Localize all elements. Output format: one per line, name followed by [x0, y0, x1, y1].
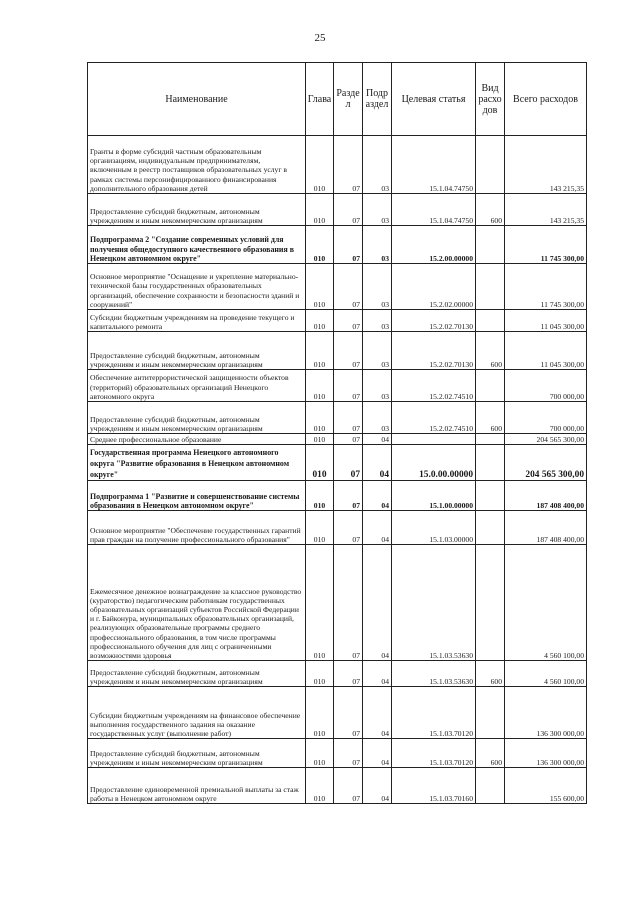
row-expense-type — [476, 370, 505, 402]
row-subsection: 03 — [363, 332, 392, 370]
row-section: 07 — [334, 545, 363, 661]
row-section: 07 — [334, 370, 363, 402]
row-total: 11 045 300,00 — [505, 332, 587, 370]
table-row — [88, 370, 587, 402]
row-chapter: 010 — [306, 739, 334, 768]
table-header-row — [88, 63, 587, 136]
row-total: 4 560 100,00 — [505, 545, 587, 661]
row-section: 07 — [334, 687, 363, 739]
row-article: 15.1.03.70120 — [392, 739, 476, 768]
row-name: Обеспечение антитеррористической защищенности объектов (территорий) образовательных организаций Ненецкого автономного округа — [88, 370, 306, 402]
budget-table — [87, 62, 587, 804]
row-article: 15.1.03.70120 — [392, 687, 476, 739]
row-article: 15.1.04.74750 — [392, 194, 476, 226]
header-total: Всего расходов — [505, 63, 587, 136]
table-row — [88, 310, 587, 332]
table-row — [88, 136, 587, 194]
row-subsection: 03 — [363, 194, 392, 226]
row-section: 07 — [334, 481, 363, 511]
row-name: Предоставление субсидий бюджетным, автономным учреждениям и иным некоммерческим организациям — [88, 661, 306, 687]
table-row — [88, 332, 587, 370]
row-section: 07 — [334, 136, 363, 194]
table-row — [88, 768, 587, 804]
table-row — [88, 511, 587, 545]
header-expense-type: Вид расхо дов — [476, 63, 505, 136]
table-body — [88, 136, 587, 804]
table-row — [88, 402, 587, 434]
row-total: 143 215,35 — [505, 194, 587, 226]
row-chapter: 010 — [306, 402, 334, 434]
header-target-article: Целевая статья — [392, 63, 476, 136]
row-name: Предоставление субсидий бюджетным, автономным учреждениям и иным некоммерческим организациям — [88, 194, 306, 226]
row-name: Предоставление субсидий бюджетным, автономным учреждениям и иным некоммерческим организациям — [88, 332, 306, 370]
row-article: 15.1.03.53630 — [392, 661, 476, 687]
row-article: 15.1.03.70160 — [392, 768, 476, 804]
row-expense-type: 600 — [476, 739, 505, 768]
row-article: 15.2.02.00000 — [392, 264, 476, 310]
row-expense-type: 600 — [476, 402, 505, 434]
row-expense-type — [476, 481, 505, 511]
row-chapter: 010 — [306, 434, 334, 445]
row-total: 700 000,00 — [505, 370, 587, 402]
row-article: 15.2.00.00000 — [392, 226, 476, 264]
row-total: 11 045 300,00 — [505, 310, 587, 332]
row-name: Предоставление субсидий бюджетным, автономным учреждениям и иным некоммерческим организациям — [88, 739, 306, 768]
row-expense-type — [476, 264, 505, 310]
row-name: Среднее профессиональное образование — [88, 434, 306, 445]
row-subsection: 04 — [363, 511, 392, 545]
row-article: 15.2.02.70130 — [392, 332, 476, 370]
table-row — [88, 687, 587, 739]
row-total: 136 300 000,00 — [505, 687, 587, 739]
row-name: Субсидии бюджетным учреждениям на финансовое обеспечение выполнения государственного задания на оказание государственных услуг (выполнение работ) — [88, 687, 306, 739]
table-row — [88, 264, 587, 310]
row-total: 143 215,35 — [505, 136, 587, 194]
row-chapter: 010 — [306, 687, 334, 739]
row-article: 15.2.02.70130 — [392, 310, 476, 332]
row-chapter: 010 — [306, 264, 334, 310]
header-subsection: Подр аздел — [363, 63, 392, 136]
row-section: 07 — [334, 332, 363, 370]
row-expense-type — [476, 687, 505, 739]
row-subsection: 04 — [363, 434, 392, 445]
row-article — [392, 434, 476, 445]
table-row — [88, 661, 587, 687]
row-section: 07 — [334, 739, 363, 768]
row-name: Гранты в форме субсидий частным образовательным организациям, индивидуальным предпринимателям, включенным в реестр поставщиков образовательных услуг в рамках системы персонифицированного финансирования дополнительного образования детей — [88, 136, 306, 194]
row-name: Предоставление субсидий бюджетным, автономным учреждениям и иным некоммерческим организациям — [88, 402, 306, 434]
row-total: 136 300 000,00 — [505, 739, 587, 768]
row-chapter: 010 — [306, 332, 334, 370]
row-chapter: 010 — [306, 768, 334, 804]
table-row — [88, 445, 587, 481]
row-subsection: 04 — [363, 768, 392, 804]
header-section: Разде л — [334, 63, 363, 136]
table-row — [88, 481, 587, 511]
row-expense-type — [476, 768, 505, 804]
row-subsection: 03 — [363, 226, 392, 264]
row-chapter: 010 — [306, 370, 334, 402]
row-chapter: 010 — [306, 310, 334, 332]
row-subsection: 04 — [363, 545, 392, 661]
table-row — [88, 739, 587, 768]
row-total: 700 000,00 — [505, 402, 587, 434]
row-name: Государственная программа Ненецкого автономного округа "Развитие образования в Ненецком автономном округе" — [88, 445, 306, 481]
row-total: 187 408 400,00 — [505, 481, 587, 511]
table-row — [88, 434, 587, 445]
row-total: 204 565 300,00 — [505, 445, 587, 481]
row-section: 07 — [334, 402, 363, 434]
row-article: 15.0.00.00000 — [392, 445, 476, 481]
row-subsection: 03 — [363, 264, 392, 310]
row-subsection: 04 — [363, 481, 392, 511]
row-name: Предоставление единовременной премиальной выплаты за стаж работы в Ненецком автономном округе — [88, 768, 306, 804]
row-total: 187 408 400,00 — [505, 511, 587, 545]
row-name: Ежемесячное денежное вознаграждение за классное руководство (кураторство) педагогическим работникам государственных образовательных организаций субъектов Российской Федерации и г. Байконура, муниципальных образовательных организаций, реализующих образовательные программы среднего профессионального образования, в том числе программы профессионального обучения для лиц с ограниченными возможностями здоровья — [88, 545, 306, 661]
row-subsection: 04 — [363, 739, 392, 768]
row-subsection: 04 — [363, 445, 392, 481]
row-article: 15.1.03.53630 — [392, 545, 476, 661]
row-total: 155 600,00 — [505, 768, 587, 804]
row-article: 15.2.02.74510 — [392, 402, 476, 434]
row-section: 07 — [334, 310, 363, 332]
row-subsection: 04 — [363, 687, 392, 739]
row-article: 15.1.04.74750 — [392, 136, 476, 194]
row-total: 4 560 100,00 — [505, 661, 587, 687]
table-row — [88, 194, 587, 226]
row-name: Основное мероприятие "Обеспечение государственных гарантий прав граждан на получение профессионального образования" — [88, 511, 306, 545]
row-expense-type — [476, 310, 505, 332]
row-chapter: 010 — [306, 194, 334, 226]
row-section: 07 — [334, 768, 363, 804]
row-article: 15.1.03.00000 — [392, 511, 476, 545]
row-total: 11 745 300,00 — [505, 264, 587, 310]
row-section: 07 — [334, 434, 363, 445]
row-name: Субсидии бюджетным учреждениям на проведение текущего и капитального ремонта — [88, 310, 306, 332]
row-subsection: 03 — [363, 136, 392, 194]
header-name: Наименование — [88, 63, 306, 136]
row-total: 204 565 300,00 — [505, 434, 587, 445]
row-name: Подпрограмма 2 "Создание современных условий для получения общедоступного качественного образования в Ненецком автономном округе" — [88, 226, 306, 264]
row-expense-type: 600 — [476, 661, 505, 687]
row-subsection: 04 — [363, 661, 392, 687]
row-total: 11 745 300,00 — [505, 226, 587, 264]
row-subsection: 03 — [363, 402, 392, 434]
row-subsection: 03 — [363, 310, 392, 332]
row-chapter: 010 — [306, 481, 334, 511]
row-name: Подпрограмма 1 "Развитие и совершенствование системы образования в Ненецком автономном округе" — [88, 481, 306, 511]
row-expense-type — [476, 434, 505, 445]
row-chapter: 010 — [306, 226, 334, 264]
row-article: 15.1.00.00000 — [392, 481, 476, 511]
row-expense-type — [476, 136, 505, 194]
row-expense-type — [476, 445, 505, 481]
row-expense-type: 600 — [476, 194, 505, 226]
row-section: 07 — [334, 226, 363, 264]
row-chapter: 010 — [306, 545, 334, 661]
row-chapter: 010 — [306, 661, 334, 687]
row-section: 07 — [334, 511, 363, 545]
row-chapter: 010 — [306, 136, 334, 194]
row-chapter: 010 — [306, 445, 334, 481]
row-chapter: 010 — [306, 511, 334, 545]
row-expense-type — [476, 545, 505, 661]
page-number: 25 — [314, 32, 326, 44]
row-expense-type — [476, 226, 505, 264]
row-name: Основное мероприятие "Оснащение и укрепление материально-технической базы государственных образовательных организаций, обеспечение сохранности и безопасности зданий и сооружений" — [88, 264, 306, 310]
table-row — [88, 545, 587, 661]
row-section: 07 — [334, 661, 363, 687]
row-expense-type: 600 — [476, 332, 505, 370]
row-section: 07 — [334, 264, 363, 310]
table-row — [88, 226, 587, 264]
row-section: 07 — [334, 445, 363, 481]
row-article: 15.2.02.74510 — [392, 370, 476, 402]
row-subsection: 03 — [363, 370, 392, 402]
row-expense-type — [476, 511, 505, 545]
row-section: 07 — [334, 194, 363, 226]
header-chapter: Глава — [306, 63, 334, 136]
